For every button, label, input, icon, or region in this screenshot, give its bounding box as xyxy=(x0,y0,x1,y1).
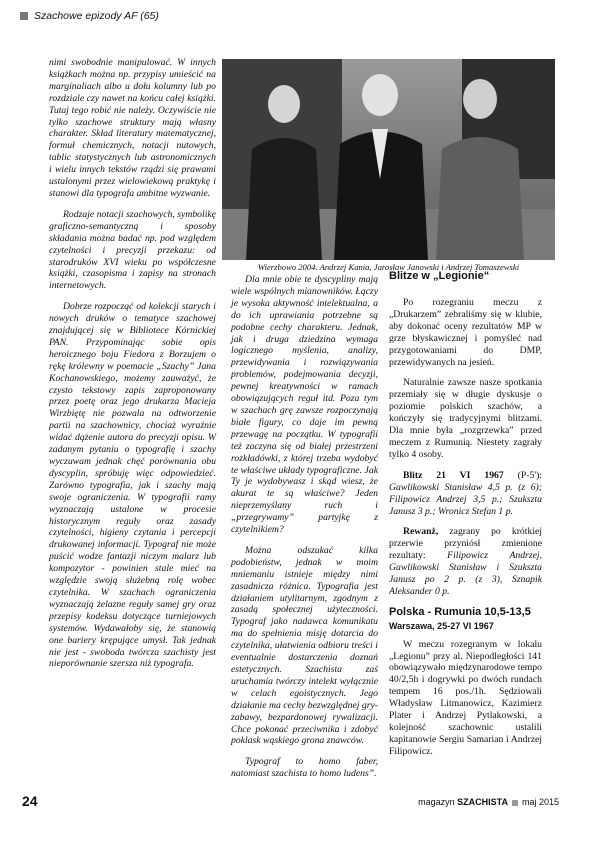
rewanz-result: Filipowicz Andrzej, Gawlikowski Stanisław i Szukszta Janusz po 2 p. (z 3), Sznapik Aleksander 0 p. xyxy=(389,550,542,597)
paragraph: Po rozegraniu meczu z „Drukarzem” zebraliśmy się w klubie, aby dokonać oceny rezultatów MP w grze błyskawicznej i pomyśleć nad przygotowaniami do DMP, przewidywanych na jesień. xyxy=(389,297,542,368)
paragraph: Typograf to homo faber, natomiast szachista to homo ludens”. xyxy=(231,756,378,780)
match-subheading: Warszawa, 25-27 VI 1967 xyxy=(389,620,494,631)
section-heading: Blitze w „Legionie“ xyxy=(389,270,490,282)
page-number: 24 xyxy=(22,793,38,809)
result-title: Blitz 21 VI 1967 xyxy=(403,469,504,481)
result-detail: (P-5'): xyxy=(517,469,542,481)
column-1 xyxy=(49,57,216,679)
rewanz-label: Rewanż, xyxy=(403,526,439,538)
paragraph: nimi swobodnie manipulować. W innych książkach można np. przypisy umieścić na marginaliach albo u dołu kolumny lub po rozdziale czy nawet na końcu całej książki. Tutaj tego robić nie należy. Oczywiście nie tylko szachowe struktury mają własny charakter. Skład literatury matematycznej, formuł chemicznych, notacji nutowych, tablic statystycznych lub astronomicznych i wielu innych tekstów rządzi się prawami ustalonymi przez wielowiekową praktykę i stanowi dla typografa ambitne wyzwanie. xyxy=(49,57,216,199)
column-3 xyxy=(389,297,542,767)
match-heading: Polska - Rumunia 10,5-13,5 xyxy=(389,605,531,618)
page-footer xyxy=(0,793,599,813)
column-2 xyxy=(231,274,378,789)
header-square-icon xyxy=(20,12,28,20)
paragraph: Dla mnie obie te dyscypliny mają wiele wspólnych mianowników. Łączy je wysoka aktywność intelektualna, a do ich uprawiania potrzebne są podobne cechy charakteru. Jednak, jak i druga dziedzina wymaga logicznego myślenia, analizy, przewidywania i rozwiązywania problemów, podejmowania decyzji, pewnej kreatywności w ramach obowiązujących reguł itd. Poza tym w szachach grę zawsze rozpoczynają białe figury, co daje im pewną przewagę na początku. W typografii też zaczyna się od białej przestrzeni rozkładówki, z której trzeba wydobyć te właściwe układy typograficzne. Jak Ty je wydobywasz i skąd wiesz, że akurat te są właściwe? Jeden nieprzemyślany ruch i „przegrywamy” partyjkę z czytelnikiem? xyxy=(231,274,378,536)
header-title: Szachowe epizody AF (65) xyxy=(34,10,159,23)
photo-image xyxy=(222,59,555,260)
paragraph: Dobrze rozpocząć od kolekcji starych i nowych druków o tematyce szachowej znajdującej się w Bibliotece Kórnickiej PAN. Przypominając sobie opis heroicznego boju Fiedora z Borzujem o rękę królewny w poemacie „Szachy” Jana Kochanowskiego, możemy zauważyć, że czysto tekstowy zapis zaproponowany przez poetę oraz jego drukarza Macieja Wirzbiętę nie pozwala na odtworzenie partii na szachownicy, chociaż wyraźnie widać dążenie autora do precyzji opisu. W zadanym pytaniu o typografię i szachy wyczuwam jednak chęć porównania obu dyscyplin, spróbuję więc odpowiedzieć. Zarówno typografia, jak i szachy mają swoje ograniczenia. W typografii ramy wyznaczają ustalone w procesie historycznym reguły oraz zasady czytelności, higieny czytania i percepcji drukowanej informacji. Typograf nie może puścić wodze fantazji niczym malarz lub kompozytor - powinien stale mieć na względzie swoją służebną rolę wobec czytelnika. W szachach ograniczenia wyznaczają żelazne reguły samej gry oraz przepisy kodeksu dotyczące turniejowych systemów. Wydawałoby się, że stanowią one bariery krępujące umysł. Tak jednak nie jest - swoboda twórcza szachisty jest nieporównanie szersza niż typografa. xyxy=(49,301,216,670)
magazine-credit xyxy=(418,797,559,807)
rewanz-text: zagrany po krótkiej przerwie przyniósł zmienione rezultaty: xyxy=(389,526,542,562)
issue-date: maj 2015 xyxy=(521,797,559,807)
paragraph: Naturalnie zawsze nasze spotkania przemiały się w długie dyskusje o poziomie polskich szachów, a kończyły się tradycyjnymi blitzami. Dla mnie była „rozgrzewka” przed meczem z Rumunią. Niestety zagrały tylko 4 osoby. xyxy=(389,377,542,460)
magazine-name: SZACHISTA xyxy=(457,797,508,807)
result-paragraph xyxy=(389,470,542,518)
footer-square-icon xyxy=(512,800,518,806)
paragraph: W meczu rozegranym w lokalu „Legionu” przy al. Niepodległości 141 obowiązywało międzynarodowe tempo 40/2,5h i dogrywki po dwóch rundach tempem 16 pos./1h. Sędziowali Władysław Litmanowicz, Kazimierz Plater i Andrzej Pytlakowski, a kolejność szachownic ustalili kapitanowie Sergiu Samarian i Andrzej Filipowicz. xyxy=(389,638,542,757)
result-text: Gawlikowski Stanisław 4,5 p. (z 6); Filipowicz Andrzej 3,5 p.; Szukszta Janusz 3 p.; Wronicz Stefan 1 p. xyxy=(389,481,542,517)
photo-three-men xyxy=(222,59,555,260)
paragraph: Rodzaje notacji szachowych, symbolikę graficzno-semantyczną i sposoby składania można badać np. pod względem czytelności i precyzji przekazu: od starodruków XVI wieku po współczesne książki, czasopisma i zapisy na stronach internetowych. xyxy=(49,208,216,292)
running-header xyxy=(20,10,159,26)
rewanz-paragraph xyxy=(389,526,542,597)
photo-caption: Wierzbowo 2004. Andrzej Kania, Jarosław Janowski i Andrzej Tomaszewski xyxy=(257,262,520,272)
magazine-prefix: magazyn xyxy=(418,797,455,807)
paragraph: Można odszukać kilka podobieństw, jednak w moim mniemaniu istnieje między nimi zasadnicza różnica. Typografia jest działaniem utylitarnym, zgodnym z zasadą społecznej użyteczności. Typograf jako nadawca komunikatu ma do spełnienia misję dotarcia do czytelnika, ułatwienia odbioru treści i eventualnie dostarczenia doznań estetycznych. Szachista zaś uruchamia twórczy intelekt wyłącznie w celach egoistycznych. Jego działanie ma cechy bezwzględnej gry-zabawy, bezpardonowej rywalizacji. Chce pokonać przeciwnika i zdobyć poklask wąskiego grona znawców. xyxy=(231,544,378,747)
